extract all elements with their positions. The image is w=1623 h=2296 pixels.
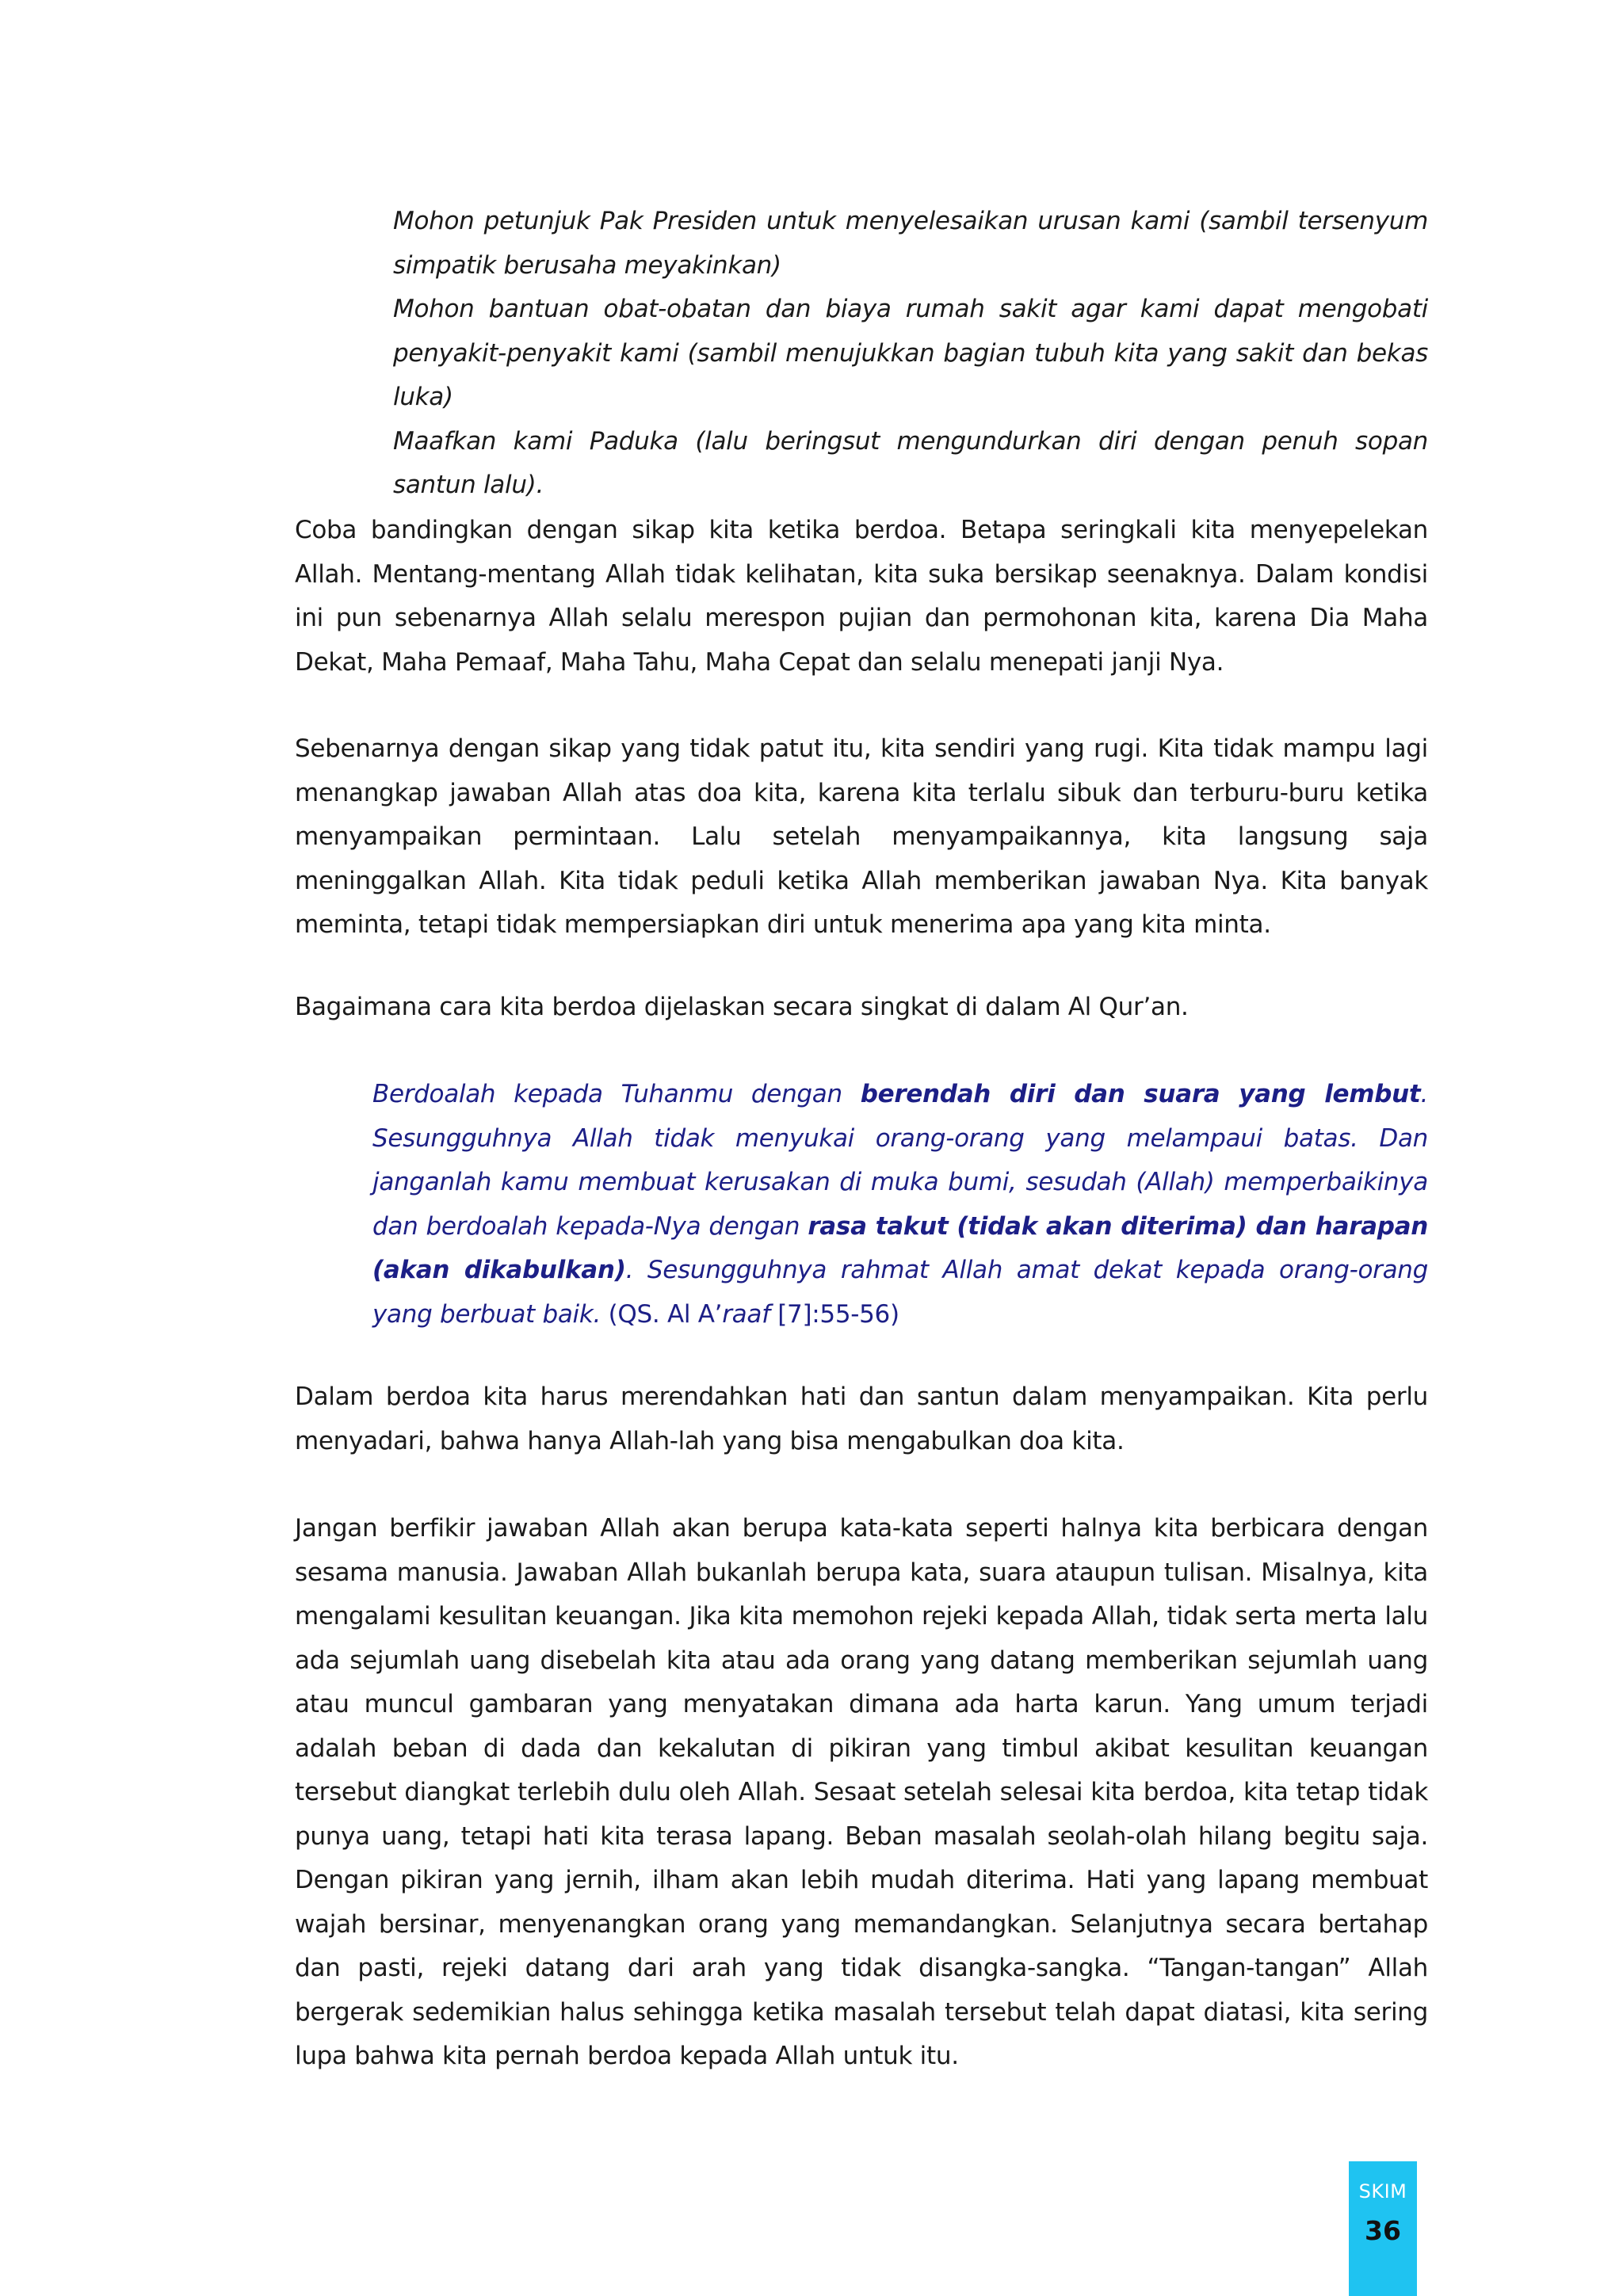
quote-emphasis: rasa takut (tidak akan diterima) dan harapan (akan dikabulkan) bbox=[372, 1211, 1428, 1284]
paragraph-text: Jangan berfikir jawaban Allah akan berupa kata-kata seperti halnya kita berbicara dengan sesama manusia. Jawaban Allah bukanlah berupa kata, suara ataupun tulisan. Misalnya, kita mengalami kesulitan keuangan. Jika kita memohon rejeki kepada Allah, tidak serta merta lalu ada sejumlah uang disebelah kita atau ada orang yang datang memberikan sejumlah uang atau muncul gambaran yang menyatakan dimana ada harta karun. Yang umum terjadi adalah beban di dada dan kekalutan di pikiran yang timbul akibat kesulitan keuangan tersebut diangkat terlebih dulu oleh Allah. Sesaat setelah selesai kita berdoa, kita tetap tidak punya uang, tetapi hati kita terasa lapang. Beban masalah seolah-olah hilang begitu saja. Dengan pikiran yang jernih, ilham akan lebih mudah diterima. Hati yang lapang membuat wajah bersinar, menyenangkan orang yang memandangkan. Selanjutnya secara bertahap dan pasti, rejeki datang dari arah yang tidak disangka-sangka. “Tangan-tangan” Allah bergerak sedemikian halus sehingga ketika masalah tersebut telah dapat diatasi, kita sering lupa bahwa kita pernah berdoa kepada Allah untuk itu. bbox=[295, 1514, 1428, 2070]
paragraph-5 bbox=[295, 1507, 1428, 2079]
page-footer-tab bbox=[1349, 2161, 1417, 2296]
footer-brand: SKIM bbox=[1358, 2180, 1407, 2203]
paragraph-3 bbox=[295, 986, 1428, 1030]
dialog-block bbox=[393, 200, 1428, 508]
quote-text: Berdoalah kepada Tuhanmu dengan bbox=[372, 1080, 861, 1108]
paragraph-text: Sebenarnya dengan sikap yang tidak patut itu, kita sendiri yang rugi. Kita tidak mampu lagi menangkap jawaban Allah atas doa kita, karena kita terlalu sibuk dan terburu-buru ketika menyampaikan permintaan. Lalu setelah menyampaikannya, kita langsung saja meninggalkan Allah. Kita tidak peduli ketika Allah memberikan jawaban Nya. Kita banyak meminta, tetapi tidak mempersiapkan diri untuk menerima apa yang kita minta. bbox=[295, 734, 1428, 939]
dialog-line: Maafkan kami Paduka (lalu beringsut mengundurkan diri dengan penuh sopan santun lalu). bbox=[393, 426, 1428, 499]
paragraph-4 bbox=[295, 1375, 1428, 1463]
reference-suffix: [7]:55-56) bbox=[769, 1299, 899, 1329]
quote-text: . Sesungguhnya rahmat Allah amat dekat kepada orang-orang yang berbuat baik. bbox=[372, 1256, 1428, 1329]
reference-prefix: (QS. Al A’ bbox=[608, 1299, 723, 1329]
paragraph-text: Dalam berdoa kita harus merendahkan hati dan santun dalam menyampaikan. Kita perlu menyadari, bahwa hanya Allah-lah yang bisa mengabulkan doa kita. bbox=[295, 1383, 1428, 1455]
quran-quote bbox=[372, 1073, 1428, 1337]
reference-surah: raaf bbox=[722, 1299, 770, 1329]
quote-text: . Sesungguhnya Allah tidak menyukai orang-orang yang melampaui batas. Dan janganlah kamu membuat kerusakan di muka bumi, sesudah (Allah) memperbaikinya dan berdoalah kepada-Nya dengan bbox=[372, 1080, 1428, 1241]
dialog-line: Mohon petunjuk Pak Presiden untuk menyelesaikan urusan kami (sambil tersenyum simpatik berusaha meyakinkan) bbox=[393, 207, 1428, 280]
paragraph-2 bbox=[295, 727, 1428, 948]
quote-reference bbox=[609, 1300, 899, 1329]
paragraph-text: Coba bandingkan dengan sikap kita ketika berdoa. Betapa seringkali kita menyepelekan Allah. Mentang-mentang Allah tidak kelihatan, kita suka bersikap seenaknya. Dalam kondisi ini pun sebenarnya Allah selalu merespon pujian dan permohonan kita, karena Dia Maha Dekat, Maha Pemaaf, Maha Tahu, Maha Cepat dan selalu menepati janji Nya. bbox=[295, 516, 1428, 677]
quote-emphasis: berendah diri dan suara yang lembut bbox=[860, 1080, 1421, 1108]
paragraph-text: Bagaimana cara kita berdoa dijelaskan secara singkat di dalam Al Qur’an. bbox=[295, 993, 1189, 1021]
dialog-line: Mohon bantuan obat-obatan dan biaya rumah sakit agar kami dapat mengobati penyakit-penyakit kami (sambil menujukkan bagian tubuh kita yang sakit dan bekas luka) bbox=[393, 295, 1428, 411]
paragraph-1 bbox=[295, 509, 1428, 685]
page-number: 36 bbox=[1365, 2215, 1401, 2246]
